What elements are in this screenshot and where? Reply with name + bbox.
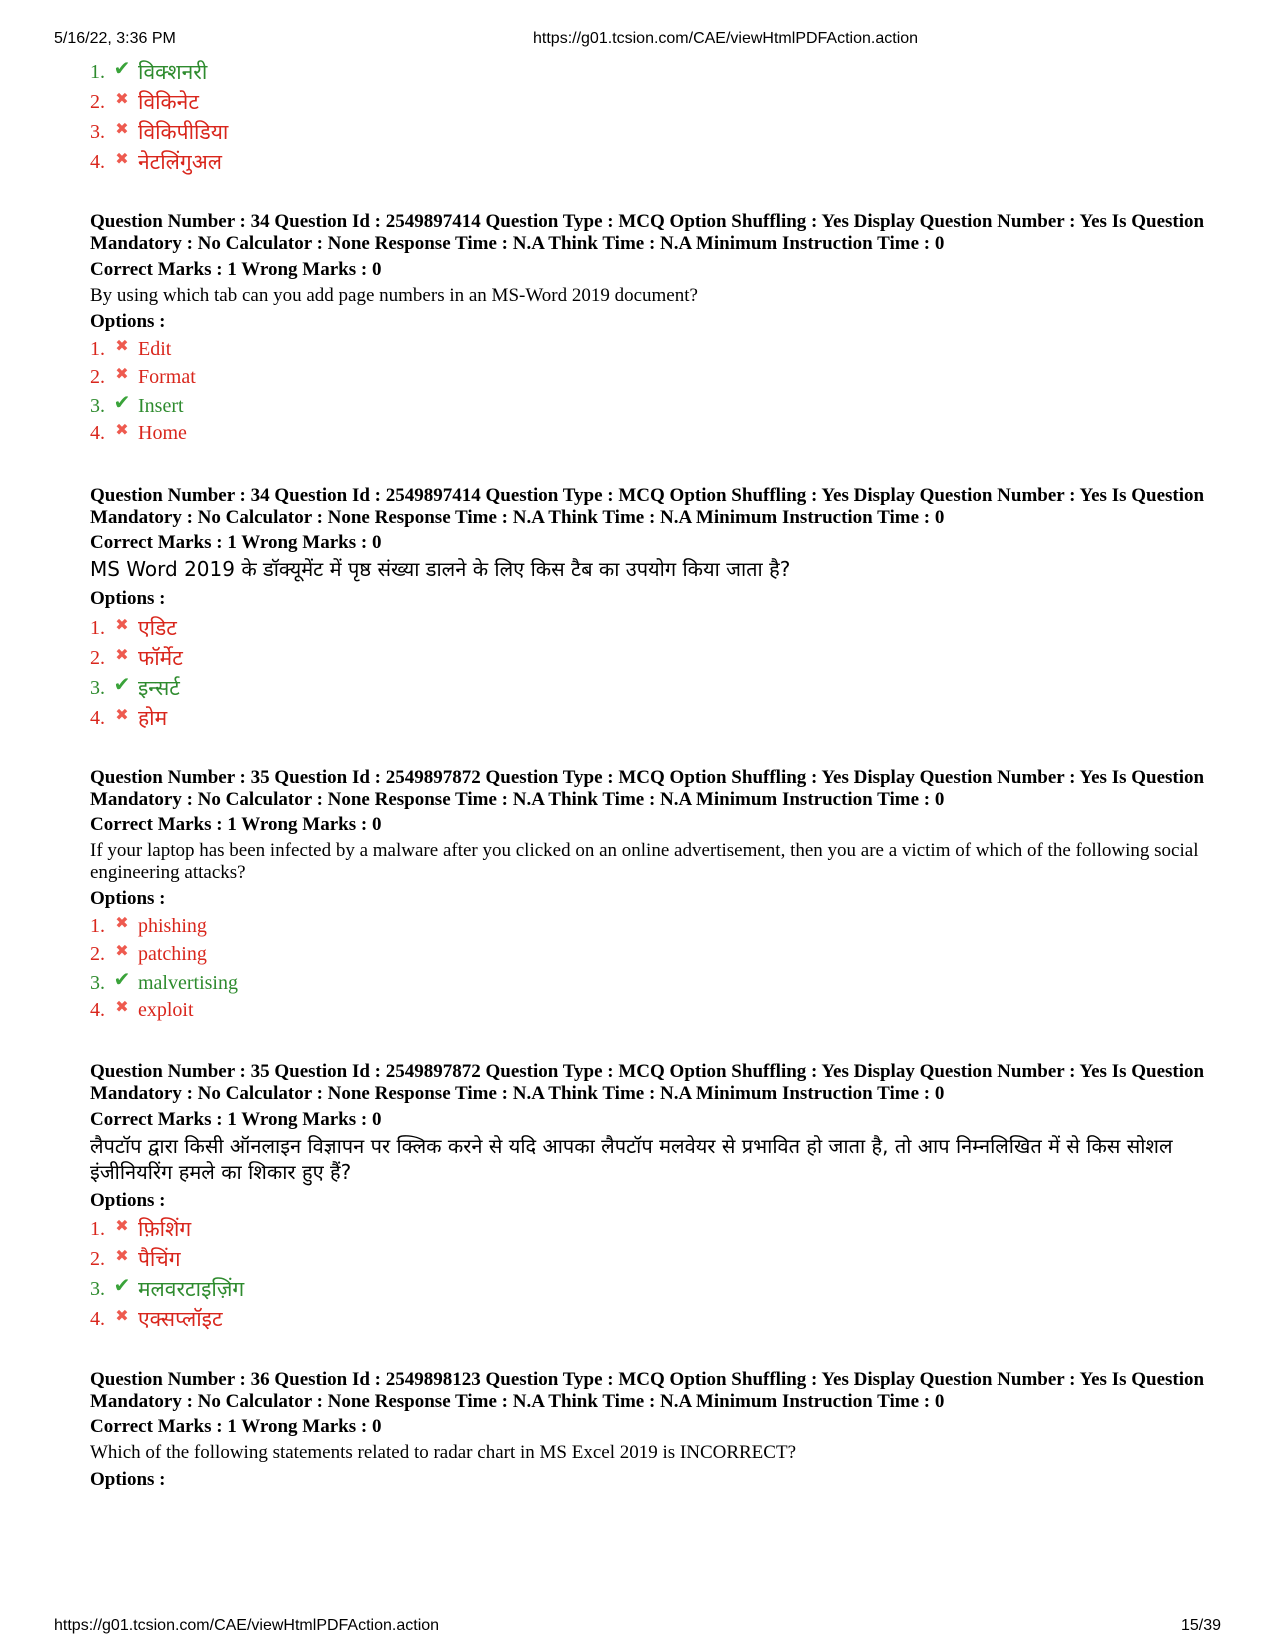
option-item [90, 967, 238, 995]
option-text: होम [138, 706, 168, 730]
option-item [90, 390, 184, 418]
option-text: phishing [138, 915, 207, 937]
option-item [90, 148, 222, 176]
option-text: Home [138, 422, 187, 444]
option-number: 2. [90, 1247, 105, 1270]
option-number: 1. [90, 616, 105, 639]
option-text: एडिट [138, 616, 177, 640]
option-number: 4. [90, 1307, 105, 1330]
question-meta: Question Number : 34 Question Id : 2549897414 Question Type : MCQ Option Shuffling : Yes Display Question Number : Yes Is Question Mandatory : No Calculator : None Response Time : N.A Think Time : N.A Minimum Instruction Time : 0 [90, 485, 1205, 528]
question-meta: Question Number : 36 Question Id : 2549898123 Question Type : MCQ Option Shuffling : Yes Display Question Number : Yes Is Question Mandatory : No Calculator : None Response Time : N.A Think Time : N.A Minimum Instruction Time : 0 [90, 1369, 1205, 1412]
question-text: By using which tab can you add page numbers in an MS-Word 2019 document? [90, 285, 698, 306]
option-number: 4. [90, 150, 105, 173]
print-footer-url: https://g01.tcsion.com/CAE/viewHtmlPDFAction.action [54, 1617, 440, 1634]
option-text: Insert [138, 394, 184, 417]
question-text: Which of the following statements related to radar chart in MS Excel 2019 is INCORRECT? [90, 1442, 796, 1463]
question-text: MS Word 2019 के डॉक्यूमेंट में पृष्ठ संख्या डालने के लिए किस टैब का उपयोग किया जाता है? [90, 557, 791, 581]
question-marks: Correct Marks : 1 Wrong Marks : 0 [90, 814, 382, 835]
cross-icon: ✖ [115, 1245, 129, 1265]
option-number: 1. [90, 915, 105, 937]
cross-icon: ✖ [115, 644, 129, 664]
cross-icon: ✖ [115, 88, 129, 108]
options-label: Options : [90, 1469, 166, 1490]
option-number: 3. [90, 120, 105, 143]
option-item [90, 88, 199, 116]
option-text: विकिपीडिया [138, 120, 229, 144]
option-text: Edit [138, 338, 172, 360]
option-number: 2. [90, 943, 105, 965]
option-item [90, 674, 180, 702]
print-header-url: https://g01.tcsion.com/CAE/viewHtmlPDFAction.action [533, 30, 919, 47]
option-number: 3. [90, 1277, 105, 1300]
page-number: 15/39 [1180, 1617, 1221, 1634]
check-icon: ✔ [113, 56, 131, 80]
option-text: पैचिंग [138, 1247, 181, 1271]
option-item [90, 614, 177, 642]
option-text: Format [138, 366, 196, 388]
cross-icon: ✖ [115, 997, 129, 1016]
option-item [90, 58, 207, 86]
cross-icon: ✖ [115, 1215, 129, 1235]
option-text: patching [138, 943, 207, 965]
check-icon: ✔ [113, 967, 131, 991]
option-item [90, 1305, 223, 1333]
option-number: 3. [90, 394, 105, 417]
options-label: Options : [90, 588, 166, 609]
option-item [90, 1245, 181, 1273]
check-icon: ✔ [113, 672, 131, 696]
question-marks: Correct Marks : 1 Wrong Marks : 0 [90, 532, 382, 553]
cross-icon: ✖ [115, 1305, 129, 1325]
cross-icon: ✖ [115, 704, 129, 724]
option-text: फॉर्मेट [138, 646, 183, 670]
option-item [90, 999, 194, 1022]
question-marks: Correct Marks : 1 Wrong Marks : 0 [90, 259, 382, 280]
check-icon: ✔ [113, 390, 131, 414]
option-item [90, 644, 183, 672]
option-item [90, 943, 207, 966]
option-number: 3. [90, 676, 105, 699]
option-item [90, 422, 187, 445]
option-number: 1. [90, 60, 105, 83]
option-text: विक्शनरी [138, 60, 208, 84]
print-datetime: 5/16/22, 3:36 PM [54, 30, 176, 47]
option-number: 3. [90, 971, 105, 994]
options-label: Options : [90, 888, 166, 909]
options-label: Options : [90, 1190, 166, 1211]
cross-icon: ✖ [115, 364, 129, 383]
check-icon: ✔ [113, 1273, 131, 1297]
option-item [90, 704, 167, 732]
question-text: If your laptop has been infected by a malware after you clicked on an online advertisement, then you are a victim of which of the following social engineering attacks? [90, 840, 1199, 883]
option-number: 1. [90, 338, 105, 360]
cross-icon: ✖ [115, 420, 129, 439]
cross-icon: ✖ [115, 941, 129, 960]
option-number: 4. [90, 706, 105, 729]
option-number: 2. [90, 366, 105, 388]
option-text: नेटलिंगुअल [138, 150, 223, 174]
option-text: फ़िशिंग [138, 1217, 192, 1241]
option-text: विकिनेट [138, 90, 199, 114]
option-text: इन्सर्ट [138, 676, 180, 700]
option-number: 1. [90, 1217, 105, 1240]
cross-icon: ✖ [115, 118, 129, 138]
option-item [90, 366, 196, 389]
option-text: मलवरटाइज़िंग [138, 1277, 245, 1301]
option-number: 4. [90, 422, 105, 444]
option-number: 2. [90, 646, 105, 669]
option-number: 2. [90, 90, 105, 113]
question-meta: Question Number : 35 Question Id : 2549897872 Question Type : MCQ Option Shuffling : Yes Display Question Number : Yes Is Question Mandatory : No Calculator : None Response Time : N.A Think Time : N.A Minimum Instruction Time : 0 [90, 1061, 1205, 1104]
cross-icon: ✖ [115, 336, 129, 355]
cross-icon: ✖ [115, 913, 129, 932]
question-meta: Question Number : 35 Question Id : 2549897872 Question Type : MCQ Option Shuffling : Yes Display Question Number : Yes Is Question Mandatory : No Calculator : None Response Time : N.A Think Time : N.A Minimum Instruction Time : 0 [90, 767, 1205, 810]
question-meta: Question Number : 34 Question Id : 2549897414 Question Type : MCQ Option Shuffling : Yes Display Question Number : Yes Is Question Mandatory : No Calculator : None Response Time : N.A Think Time : N.A Minimum Instruction Time : 0 [90, 211, 1205, 254]
cross-icon: ✖ [115, 148, 129, 168]
question-text: लैपटॉप द्वारा किसी ऑनलाइन विज्ञापन पर क्लिक करने से यदि आपका लैपटॉप मलवेयर से प्रभावित हो जाता है, तो आप निम्नलिखित में से किस सोशल इंजीनियरिंग हमले का शिकार हुए हैं? [90, 1134, 1173, 1184]
question-marks: Correct Marks : 1 Wrong Marks : 0 [90, 1109, 382, 1130]
question-marks: Correct Marks : 1 Wrong Marks : 0 [90, 1416, 382, 1437]
option-number: 4. [90, 999, 105, 1021]
options-label: Options : [90, 311, 166, 332]
option-text: exploit [138, 999, 194, 1021]
option-item [90, 1215, 191, 1243]
option-item [90, 1275, 244, 1303]
option-text: malvertising [138, 971, 238, 994]
option-item [90, 118, 228, 146]
cross-icon: ✖ [115, 614, 129, 634]
option-text: एक्सप्लॉइट [138, 1307, 223, 1331]
option-item [90, 338, 171, 361]
option-item [90, 915, 207, 938]
